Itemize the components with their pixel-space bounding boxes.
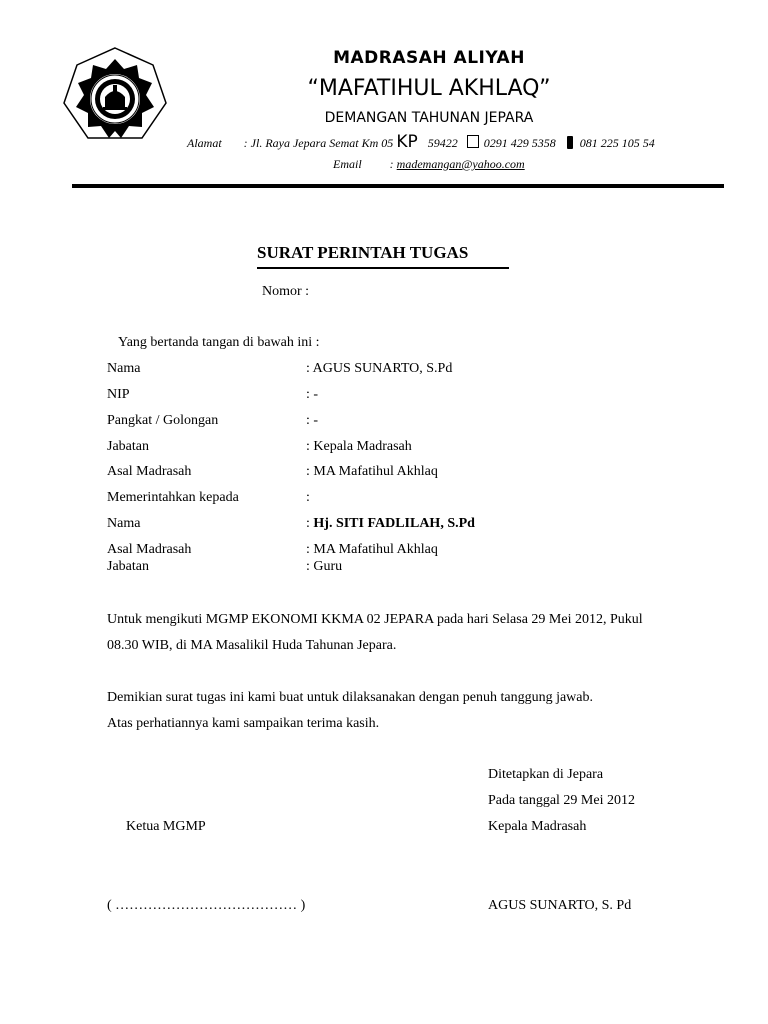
issued-date: Pada tanggal 29 Mei 2012: [488, 793, 635, 808]
email-label: Email: [333, 157, 362, 171]
postal-prefix: KP: [396, 132, 418, 152]
value-prefix: :: [306, 516, 314, 531]
field-label-jabatan: Jabatan: [107, 439, 149, 454]
field-label-jabatan-assignee: Jabatan: [107, 559, 149, 574]
letter-number-label: Nomor :: [262, 284, 310, 299]
institution-type: MADRASAH ALIYAH: [333, 48, 525, 68]
field-value-memerintahkan: :: [306, 490, 310, 505]
closing-line-1: Demikian surat tugas ini kami buat untuk dilaksanakan dengan penuh tanggung jawab.: [107, 690, 593, 705]
field-label-nip: NIP: [107, 387, 130, 402]
field-label-nama-assignee: Nama: [107, 516, 141, 531]
right-signer-role: Kepala Madrasah: [488, 819, 587, 834]
field-value-asal-madrasah: : MA Mafatihul Akhlaq: [306, 464, 438, 479]
field-label-asal-madrasah-assignee: Asal Madrasah: [107, 542, 192, 557]
closing-line-2: Atas perhatiannya kami sampaikan terima kasih.: [107, 716, 380, 731]
postal-code: 59422: [427, 136, 458, 150]
left-signer-role: Ketua MGMP: [126, 819, 206, 834]
field-value-pangkat: : -: [306, 413, 319, 428]
issued-place: Ditetapkan di Jepara: [488, 767, 604, 782]
left-signer-name: ( ………………………………… ): [107, 898, 306, 913]
field-label-pangkat: Pangkat / Golongan: [107, 413, 219, 428]
address-label: Alamat: [187, 136, 222, 150]
body-line-2: 08.30 WIB, di MA Masalikil Huda Tahunan Jepara.: [107, 638, 397, 653]
phone-number: 0291 429 5358: [483, 136, 556, 150]
field-label-asal-madrasah: Asal Madrasah: [107, 464, 192, 479]
field-value-nip: : -: [306, 387, 319, 402]
email-line: [333, 157, 525, 172]
email-link[interactable]: mademangan@yahoo.com: [396, 157, 525, 171]
header-divider: [72, 184, 724, 188]
field-label-memerintahkan: Memerintahkan kepada: [107, 490, 239, 505]
mobile-number: 081 225 105 54: [579, 136, 655, 150]
right-signer-name: AGUS SUNARTO, S. Pd: [488, 898, 632, 913]
intro-text: Yang bertanda tangan di bawah ini :: [118, 335, 320, 350]
email-separator: :: [389, 157, 394, 171]
field-value-jabatan-assignee: : Guru: [306, 559, 343, 574]
field-value-asal-madrasah-assignee: : MA Mafatihul Akhlaq: [306, 542, 438, 557]
institution-location: DEMANGAN TAHUNAN JEPARA: [324, 110, 534, 126]
assignee-name: Hj. SITI FADLILAH, S.Pd: [313, 516, 475, 531]
field-value-nama: : AGUS SUNARTO, S.Pd: [306, 361, 453, 376]
mobile-phone-icon: [567, 136, 573, 149]
field-value-nama-assignee: [306, 516, 475, 532]
letter-title: SURAT PERINTAH TUGAS: [257, 243, 469, 262]
address-line: [187, 132, 655, 152]
field-value-jabatan: : Kepala Madrasah: [306, 439, 412, 454]
institution-name: “MAFATIHUL AKHLAQ”: [307, 76, 551, 101]
field-label-nama: Nama: [107, 361, 141, 376]
title-underline: [257, 267, 509, 269]
body-line-1: Untuk mengikuti MGMP EKONOMI KKMA 02 JEPARA pada hari Selasa 29 Mei 2012, Pukul: [107, 612, 643, 627]
telephone-icon: [467, 135, 479, 148]
address-value: : Jl. Raya Jepara Semat Km 05: [243, 136, 394, 150]
